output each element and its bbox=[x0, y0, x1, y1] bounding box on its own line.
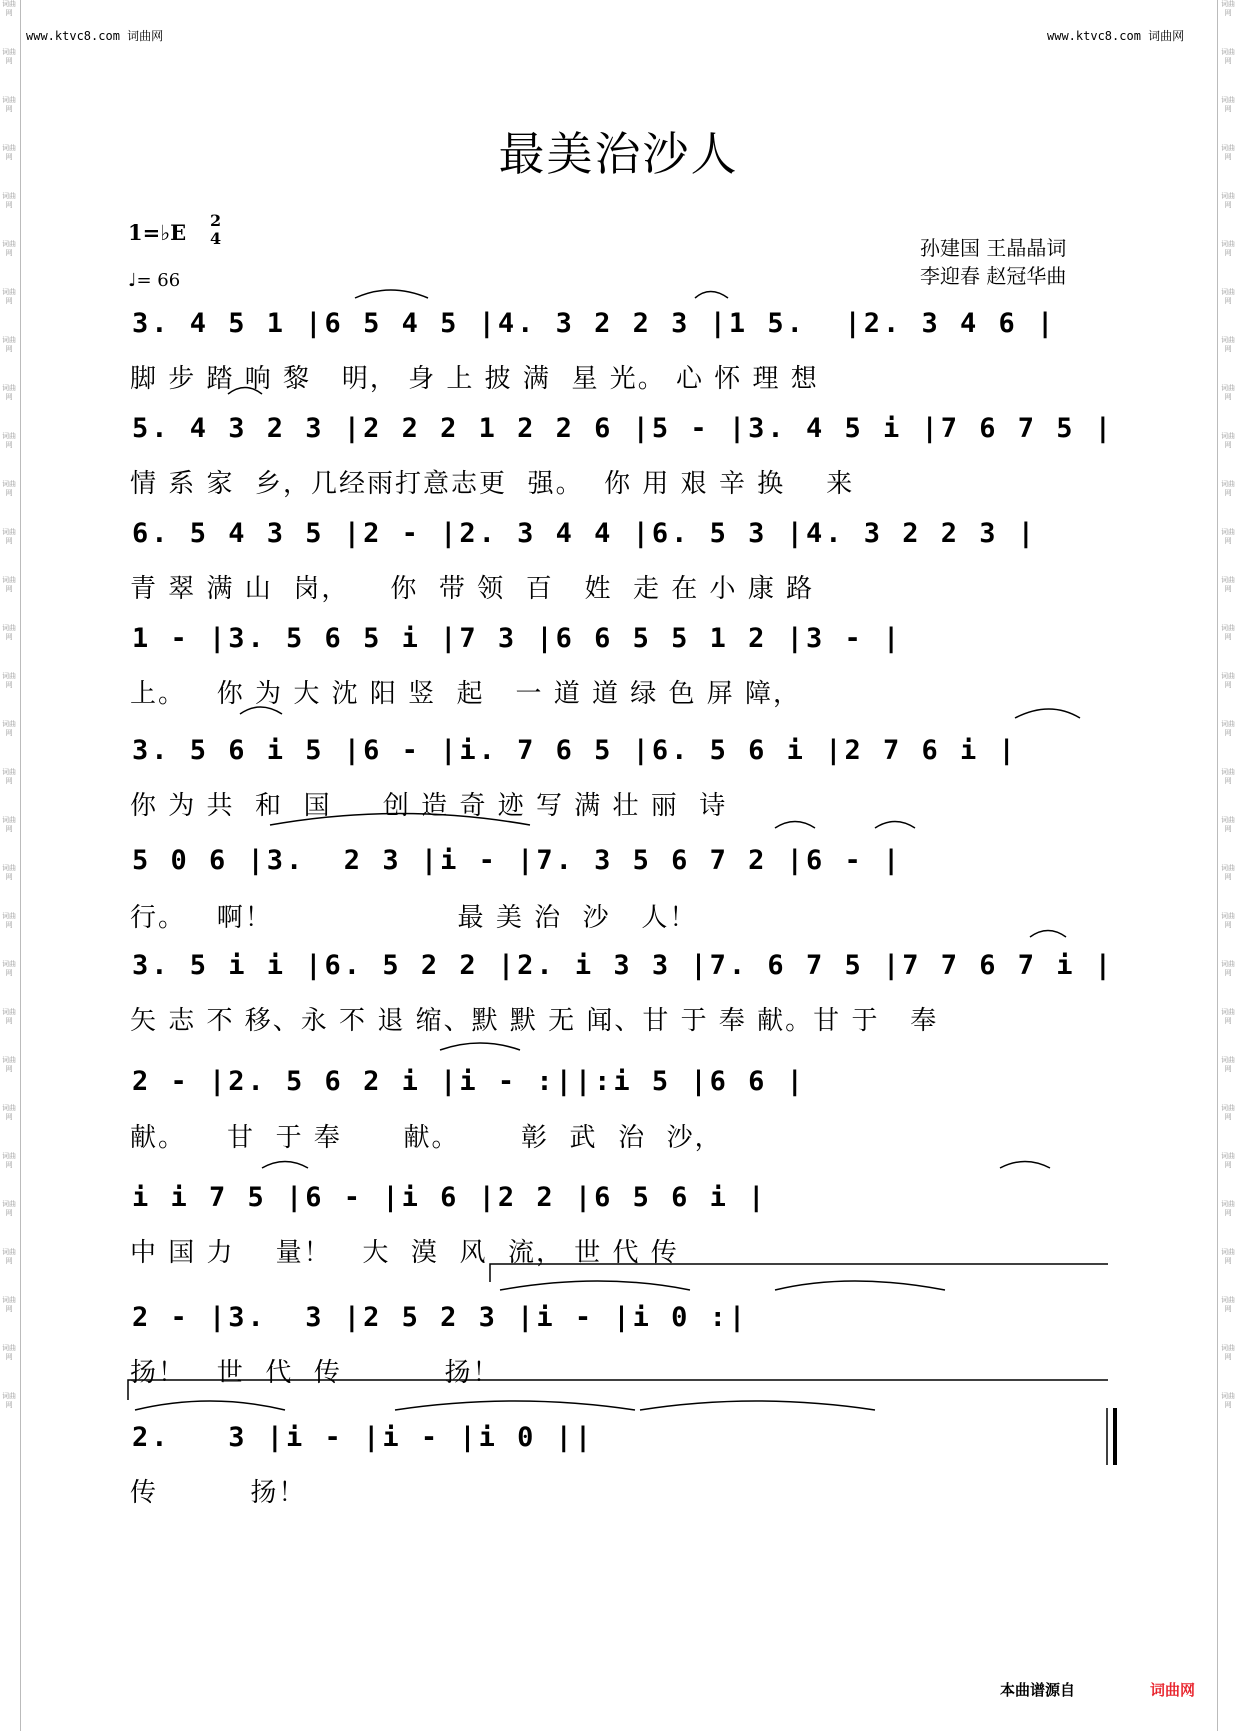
watermark-text: 词曲网 bbox=[1221, 384, 1235, 401]
lyricist-credit: 孙建国 王晶晶词 bbox=[920, 236, 1067, 260]
watermark-text: 词曲网 bbox=[2, 960, 16, 977]
watermark-text: 词曲网 bbox=[1221, 864, 1235, 881]
watermark-text: 词曲网 bbox=[2, 1200, 16, 1217]
watermark-text: 词曲网 bbox=[2, 720, 16, 737]
source-label: 本曲谱源自 bbox=[1000, 1681, 1076, 1699]
slur bbox=[395, 1401, 635, 1410]
watermark-text: 词曲网 bbox=[2, 528, 16, 545]
lyrics-line-1: 脚 步 踏 响 黎 明， 身 上 披 满 星 光。 心 怀 理 想 bbox=[130, 364, 819, 394]
slur bbox=[1000, 1162, 1050, 1169]
watermark-text: 词曲网 bbox=[2, 1248, 16, 1265]
notes-line-9: i i 7 5 |6 - |i 6 |2 2 |6 5 6 i | bbox=[132, 1182, 768, 1213]
notes-line-7: 3. 5 i i |6. 5 2 2 |2. i 3 3 |7. 6 7 5 |7 7 6 7 i | bbox=[132, 950, 1115, 981]
slur bbox=[1015, 709, 1080, 718]
slur bbox=[270, 814, 530, 826]
lyrics-line-10: 扬！ 世 代 传 扬！ bbox=[130, 1358, 501, 1388]
watermark-text: 词曲网 bbox=[1221, 1008, 1235, 1025]
watermark-text: 词曲网 bbox=[2, 864, 16, 881]
watermark-text: 词曲网 bbox=[1221, 1056, 1235, 1073]
key-signature: 1=♭E bbox=[128, 220, 187, 245]
slur bbox=[135, 1401, 285, 1410]
watermark-text: 词曲网 bbox=[2, 144, 16, 161]
watermark-text: 词曲网 bbox=[1221, 96, 1235, 113]
notes-line-6: 5 0 6 |3. 2 3 |i - |7. 3 5 6 7 2 |6 - | bbox=[132, 845, 903, 876]
watermark-text: 词曲网 bbox=[1221, 192, 1235, 209]
watermark-text: 词曲网 bbox=[2, 1104, 16, 1121]
lyrics-line-5: 你 为 共 和 国 创 造 奇 迹 写 满 壮 丽 诗 bbox=[130, 791, 728, 821]
lyrics-line-7: 矢 志 不 移、永 不 退 缩、默 默 无 闻、甘 于 奉 献。甘 于 奉 bbox=[130, 1006, 939, 1036]
watermark-text: 词曲网 bbox=[1221, 720, 1235, 737]
watermark-text: 词曲网 bbox=[1221, 432, 1235, 449]
notes-line-5: 3. 5 6 i 5 |6 - |i. 7 6 5 |6. 5 6 i |2 7 6 i | bbox=[132, 735, 1018, 766]
watermark-text: 词曲网 bbox=[2, 336, 16, 353]
slur bbox=[228, 388, 262, 395]
watermark-text: 词曲网 bbox=[2, 768, 16, 785]
lyrics-line-4: 上。 你 为 大 沈 阳 竖 起 一 道 道 绿 色 屏 障， bbox=[130, 679, 802, 709]
watermark-text: 词曲网 bbox=[1221, 288, 1235, 305]
watermark-text: 词曲网 bbox=[1221, 1296, 1235, 1313]
watermark-text: 词曲网 bbox=[2, 1296, 16, 1313]
watermark-text: 词曲网 bbox=[2, 480, 16, 497]
watermark-text: 词曲网 bbox=[1221, 48, 1235, 65]
watermark-text: 词曲网 bbox=[2, 576, 16, 593]
watermark-text: 词曲网 bbox=[2, 912, 16, 929]
watermark-text: 词曲网 bbox=[1221, 1392, 1235, 1409]
watermark-text: 词曲网 bbox=[1221, 1104, 1235, 1121]
notes-line-3: 6. 5 4 3 5 |2 - |2. 3 4 4 |6. 5 3 |4. 3 2 2 3 | bbox=[132, 518, 1038, 549]
song-title: 最美治沙人 bbox=[498, 127, 739, 181]
watermark-text: 词曲网 bbox=[2, 672, 16, 689]
watermark-text: 词曲网 bbox=[1221, 816, 1235, 833]
site-url-right[interactable]: www.ktvc8.com 词曲网 bbox=[1047, 29, 1185, 43]
watermark-text: 词曲网 bbox=[2, 1152, 16, 1169]
source-site-link[interactable]: 词曲网 bbox=[1150, 1681, 1196, 1699]
watermark-text: 词曲网 bbox=[1221, 480, 1235, 497]
watermark-text: 词曲网 bbox=[1221, 240, 1235, 257]
watermark-text: 词曲网 bbox=[2, 1344, 16, 1361]
lyrics-line-2: 情 系 家 乡，几经雨打意志更 强。 你 用 艰 辛 换 来 bbox=[130, 469, 855, 499]
time-signature-top: 2 bbox=[210, 211, 222, 230]
watermark-text: 词曲网 bbox=[1221, 672, 1235, 689]
watermark-text: 词曲网 bbox=[2, 1008, 16, 1025]
watermark-text: 词曲网 bbox=[2, 1056, 16, 1073]
watermark-text: 词曲网 bbox=[2, 0, 16, 17]
notes-line-8: 2 - |2. 5 6 2 i |i - :||:i 5 |6 6 | bbox=[132, 1066, 806, 1097]
composer-credit: 李迎春 赵冠华曲 bbox=[920, 264, 1067, 288]
notes-line-2: 5. 4 3 2 3 |2 2 2 1 2 2 6 |5 - |3. 4 5 i |7 6 7 5 | bbox=[132, 413, 1115, 444]
watermark-text: 词曲网 bbox=[2, 192, 16, 209]
watermark-text: 词曲网 bbox=[1221, 768, 1235, 785]
watermark-text: 词曲网 bbox=[2, 1392, 16, 1409]
time-signature-bottom: 4 bbox=[210, 229, 222, 248]
watermark-text: 词曲网 bbox=[2, 432, 16, 449]
watermark-text: 词曲网 bbox=[1221, 1200, 1235, 1217]
slur bbox=[695, 292, 728, 299]
slur bbox=[355, 290, 428, 298]
slur bbox=[1030, 931, 1066, 938]
lyrics-line-3: 青 翠 满 山 岗， 你 带 领 百 姓 走 在 小 康 路 bbox=[130, 574, 815, 604]
watermark-text: 词曲网 bbox=[1221, 624, 1235, 641]
notes-line-10: 2 - |3. 3 |2 5 2 3 |i - |i 0 :| bbox=[132, 1302, 749, 1333]
watermark-text: 词曲网 bbox=[1221, 1344, 1235, 1361]
watermark-text: 词曲网 bbox=[1221, 336, 1235, 353]
watermark-text: 词曲网 bbox=[1221, 528, 1235, 545]
watermark-text: 词曲网 bbox=[2, 96, 16, 113]
lyrics-line-9: 中 国 力 量！ 大 漠 风 流， 世 代 传 bbox=[130, 1238, 679, 1268]
notes-line-4: 1 - |3. 5 6 5 i |7 3 |6 6 5 5 1 2 |3 - | bbox=[132, 623, 903, 654]
volta-bracket-2 bbox=[128, 1380, 1108, 1400]
watermark-text: 词曲网 bbox=[1221, 912, 1235, 929]
watermark-text: 词曲网 bbox=[1221, 0, 1235, 17]
watermark-text: 词曲网 bbox=[2, 384, 16, 401]
lyrics-line-6: 行。 啊！ 最 美 治 沙 人！ bbox=[130, 903, 698, 933]
site-url-left[interactable]: www.ktvc8.com 词曲网 bbox=[26, 29, 164, 43]
tempo-marking: ♩= 66 bbox=[128, 270, 181, 291]
watermark-text: 词曲网 bbox=[1221, 576, 1235, 593]
slur bbox=[775, 1281, 945, 1290]
watermark-text: 词曲网 bbox=[2, 240, 16, 257]
watermark-text: 词曲网 bbox=[1221, 144, 1235, 161]
slur bbox=[775, 822, 815, 829]
watermark-text: 词曲网 bbox=[1221, 1248, 1235, 1265]
watermark-text: 词曲网 bbox=[1221, 1152, 1235, 1169]
slur bbox=[500, 1281, 690, 1290]
watermark-text: 词曲网 bbox=[2, 624, 16, 641]
slur bbox=[440, 1043, 520, 1050]
watermark-text: 词曲网 bbox=[2, 48, 16, 65]
watermark-text: 词曲网 bbox=[2, 288, 16, 305]
slur bbox=[875, 822, 915, 829]
slur bbox=[640, 1401, 875, 1410]
slur bbox=[240, 707, 282, 714]
watermark-text: 词曲网 bbox=[1221, 960, 1235, 977]
watermark-text: 词曲网 bbox=[2, 816, 16, 833]
volta-bracket-1 bbox=[490, 1264, 1108, 1282]
lyrics-line-11: 传 扬！ bbox=[130, 1478, 307, 1508]
notes-line-1: 3. 4 5 1 |6 5 4 5 |4. 3 2 2 3 |1 5. |2. 3 4 6 | bbox=[132, 308, 1057, 339]
slur bbox=[262, 1162, 308, 1169]
lyrics-line-8: 献。 甘 于 奉 献。 彰 武 治 沙， bbox=[130, 1123, 723, 1153]
notes-line-11: 2. 3 |i - |i - |i 0 || bbox=[132, 1422, 595, 1453]
